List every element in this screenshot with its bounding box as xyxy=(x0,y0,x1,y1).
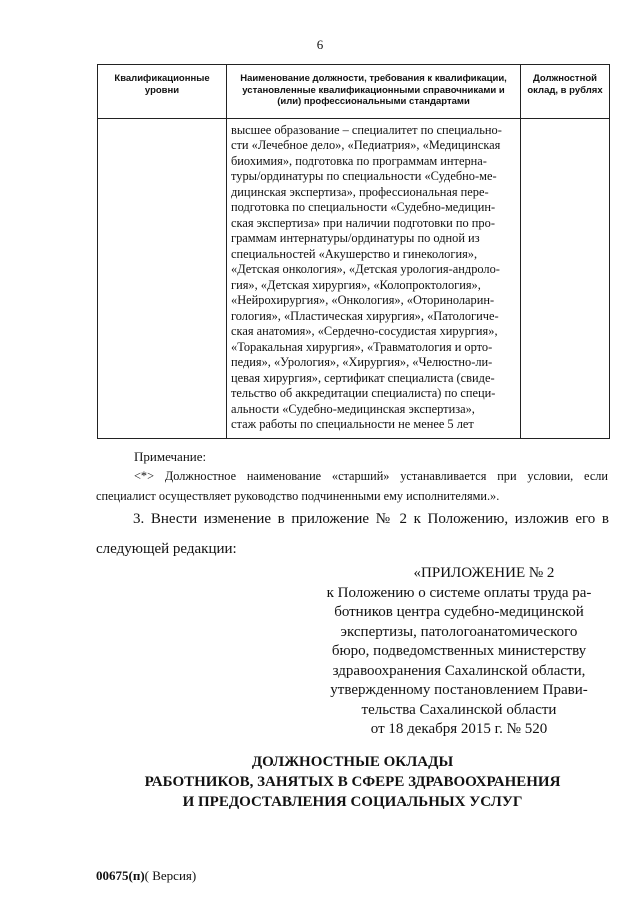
header-position-requirements: Наименование должности, требования к квалификации, установленные квалификационными справочниками и (или) профессиональными стандартами xyxy=(227,65,521,119)
appendix-title: «ПРИЛОЖЕНИЕ № 2 xyxy=(413,565,555,581)
requirements-line: ская анатомия», «Сердечно-сосудистая хирургия», xyxy=(231,324,498,338)
appendix-line: от 18 декабря 2015 г. № 520 xyxy=(370,721,548,737)
table-header-row xyxy=(98,65,610,119)
item-3-paragraph: 3. Внести изменение в приложение № 2 к Положению, изложив его в следующей редакции: xyxy=(96,511,609,557)
header-qualification-levels: Квалификационные уровни xyxy=(98,65,227,119)
appendix-line: к Положению о системе оплаты труда ра- xyxy=(326,584,592,601)
requirements-line: «Нейрохирургия», «Онкология», «Оториноларин- xyxy=(231,293,495,307)
cell-salary xyxy=(521,118,610,438)
requirements-line: гия», «Детская хирургия», «Колопроктология», xyxy=(231,277,481,292)
header-salary: Должностной оклад, в рублях xyxy=(521,65,610,119)
requirements-line: стаж работы по специальности не менее 5 лет xyxy=(231,417,474,431)
requirements-line: педия», «Урология», «Хирургия», «Челюстно-ли- xyxy=(231,355,493,369)
heading-line: И ПРЕДОСТАВЛЕНИЯ СОЦИАЛЬНЫХ УСЛУГ xyxy=(182,794,523,810)
requirements-line: высшее образование – специалитет по специально- xyxy=(231,122,502,137)
requirements-line: ская экспертиза» при наличии подготовки по про- xyxy=(231,215,495,230)
requirements-line: тельство об аккредитации специалиста) по специ- xyxy=(231,386,496,400)
appendix-line: экспертизы, патологоанатомического xyxy=(340,623,578,640)
heading-line: РАБОТНИКОВ, ЗАНЯТЫХ В СФЕРЕ ЗДРАВООХРАНЕНИЯ xyxy=(144,774,561,790)
document-version: ( Версия) xyxy=(144,868,197,883)
appendix-line: бюро, подведомственных министерству xyxy=(331,643,587,659)
requirements-line: биохимия», подготовка по программам интерна- xyxy=(231,153,487,168)
requirements-line: дицинская экспертиза», профессиональная пере- xyxy=(231,184,489,199)
requirements-line: «Торакальная хирургия», «Травматология и орто- xyxy=(231,339,493,354)
heading-line: ДОЛЖНОСТНЫЕ ОКЛАДЫ xyxy=(251,754,454,770)
requirements-line: специальностей «Акушерство и гинекология», xyxy=(231,246,478,261)
requirements-line: граммам интернатуры/ординатуры по одной из xyxy=(231,231,480,245)
table-row xyxy=(98,118,610,438)
requirements-line: сти «Лечебное дело», «Педиатрия», «Медицинская xyxy=(231,138,501,152)
section-heading xyxy=(96,752,609,812)
appendix-line: тельства Сахалинской области xyxy=(361,701,557,718)
requirements-line: альности «Судебно-медицинская экспертиза», xyxy=(231,401,475,416)
requirements-line: подготовка по специальности «Судебно-медицин- xyxy=(231,200,496,214)
requirements-line: цевая хирургия», сертификат специалиста (свиде- xyxy=(231,370,495,385)
cell-level xyxy=(98,118,227,438)
requirements-line: «Детская онкология», «Детская урология-андроло- xyxy=(231,262,500,276)
note-label: Примечание: xyxy=(134,449,207,464)
requirements-line: гология», «Пластическая хирургия», «Патологиче- xyxy=(231,308,499,323)
appendix-header xyxy=(308,564,610,740)
requirements-line: туры/ординатуры по специальности «Судебно-ме- xyxy=(231,169,497,183)
qualification-table xyxy=(97,64,610,439)
note-text: <*> Должностное наименование «старший» устанавливается при условии, если специалист осуществляет руководство подчиненными ему исполнителями.». xyxy=(96,469,608,503)
document-code: 00675(п) xyxy=(96,868,145,883)
appendix-line: здравоохранения Сахалинской области, xyxy=(332,662,586,679)
appendix-line: утвержденному постановлением Прави- xyxy=(330,682,588,698)
cell-requirements xyxy=(227,118,521,438)
document-footer xyxy=(96,868,196,884)
appendix-line: ботников центра судебно-медицинской xyxy=(334,604,584,620)
page-number: 6 xyxy=(316,37,324,52)
